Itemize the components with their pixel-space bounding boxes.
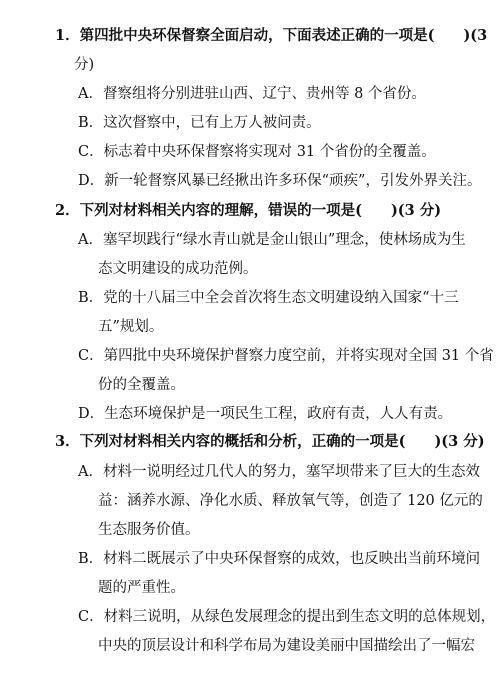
question-3-option-c-line-2: 中央的顶层设计和科学布局为建设美丽中国描绘出了一幅宏 <box>98 638 475 654</box>
question-3-option-c-line-1: C．材料三说明，从绿色发展理念的提出到生态文明的总体规划， <box>78 609 496 625</box>
question-1-stem-cont: 分) <box>74 57 95 73</box>
question-3-option-b-line-1: B．材料二既展示了中央环保督察的成效，也反映出当前环境问 <box>78 551 481 567</box>
question-3-option-a-line-1: A．材料一说明经过几代人的努力，塞罕坝带来了巨大的生态效 <box>78 464 480 480</box>
question-3-stem: 3．下列对材料相关内容的概括和分析，正确的一项是( )(3 分) <box>55 433 485 450</box>
question-2-option-a-line-2: 态文明建设的成功范例。 <box>98 261 258 277</box>
question-1-option-b: B．这次督察中，已有上万人被问责。 <box>78 115 321 131</box>
question-2-option-d: D．生态环境保护是一项民生工程，政府有责，人人有责。 <box>78 406 453 422</box>
question-3-option-a-line-2: 益：涵养水源、净化水质、释放氧气等，创造了 120 亿元的 <box>98 493 483 509</box>
question-1-option-d: D．新一轮督察风暴已经揪出许多环保“顽疾”，引发外界关注。 <box>78 173 482 189</box>
question-2-option-b-line-1: B．党的十八届三中全会首次将生态文明建设纳入国家“十三 <box>78 290 459 306</box>
question-2-option-b-line-2: 五”规划。 <box>98 319 164 335</box>
question-2-option-c-line-2: 份的全覆盖。 <box>98 377 185 393</box>
question-1-option-a: A．督察组将分别进驻山西、辽宁、贵州等 8 个省份。 <box>78 86 426 102</box>
question-3-option-b-line-2: 题的严重性。 <box>98 580 185 596</box>
question-2-option-c-line-1: C．第四批中央环境保护督察力度空前，并将实现对全国 31 个省 <box>78 348 494 364</box>
question-3-option-a-line-3: 生态服务价值。 <box>98 522 200 538</box>
question-1-stem: 1．第四批中央环保督察全面启动，下面表述正确的一项是( )(3 <box>55 27 488 44</box>
question-1-option-c: C．标志着中央环保督察将实现对 31 个省份的全覆盖。 <box>78 144 436 160</box>
question-2-stem: 2．下列对材料相关内容的理解，错误的一项是( )(3 分) <box>55 202 442 219</box>
question-2-option-a-line-1: A．塞罕坝践行“绿水青山就是金山银山”理念，使林场成为生 <box>78 232 466 248</box>
